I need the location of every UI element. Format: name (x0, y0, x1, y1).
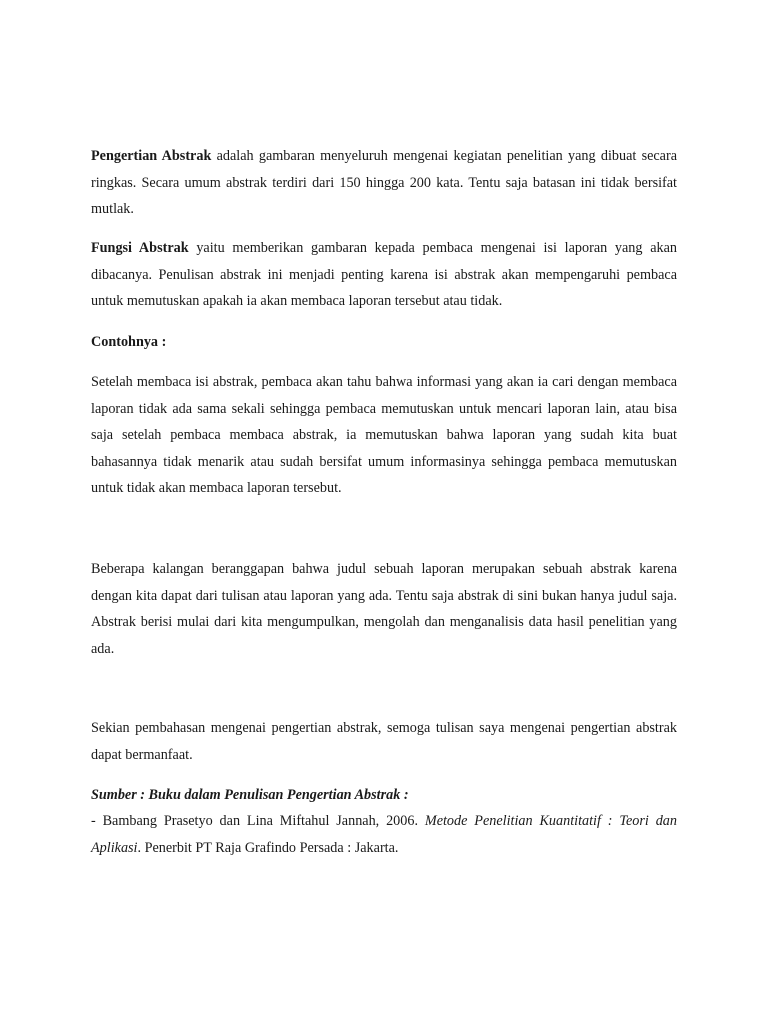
citation-book-title: Metode Penelitian Kuantitatif : Teori dan Aplikasi (91, 813, 677, 856)
paragraph-pengertian-text: adalah gambaran menyeluruh mengenai kegiatan penelitian yang dibuat secara ringkas. Secara umum abstrak terdiri dari 150 hingga 200 kata. Tentu saja batasan ini tidak bersifat mutlak. (91, 148, 678, 217)
source-title: Sumber : Buku dalam Penulisan Pengertian Abstrak : (91, 787, 409, 803)
heading-contohnya: Contohnya : (91, 334, 167, 350)
paragraph-sekian: Sekian pembahasan mengenai pengertian abstrak, semoga tulisan saya mengenai pengertian abstrak dapat bermanfaat. (91, 720, 677, 763)
paragraph-contoh: Setelah membaca isi abstrak, pembaca akan tahu bahwa informasi yang akan ia cari dengan membaca laporan tidak ada sama sekali sehingga pembaca memutuskan untuk mencari laporan lain, atau bisa saja setelah pembaca membaca abstrak, ia memutuskan bahwa laporan yang sudah kita buat bahasannya tidak menarik atau sudah bersifat umum informasinya sehingga pembaca memutuskan untuk tidak akan membaca laporan tersebut. (91, 374, 677, 496)
citation-author: - Bambang Prasetyo dan Lina Miftahul Jannah, 2006. (91, 813, 425, 829)
term-fungsi-abstrak: Fungsi Abstrak (91, 240, 189, 256)
source-citation (91, 808, 677, 861)
paragraph-pengertian (91, 143, 677, 223)
paragraph-fungsi-text: yaitu memberikan gambaran kepada pembaca mengenai isi laporan yang akan dibacanya. Penulisan abstrak ini menjadi penting karena isi abstrak akan mempengaruhi pembaca untuk memutuskan apakah ia akan membaca laporan tersebut atau tidak. (91, 240, 677, 309)
paragraph-fungsi (91, 235, 677, 315)
term-pengertian-abstrak: Pengertian Abstrak (91, 148, 212, 164)
citation-publisher: . Penerbit PT Raja Grafindo Persada : Jakarta. (137, 839, 399, 856)
paragraph-beberapa-kalangan: Beberapa kalangan beranggapan bahwa judul sebuah laporan merupakan sebuah abstrak karena dengan kita dapat dari tulisan atau laporan yang ada. Tentu saja abstrak di sini bukan hanya judul saja. Abstrak berisi mulai dari kita mengumpulkan, mengolah dan menganalisis data hasil penelitian yang ada. (91, 561, 677, 657)
